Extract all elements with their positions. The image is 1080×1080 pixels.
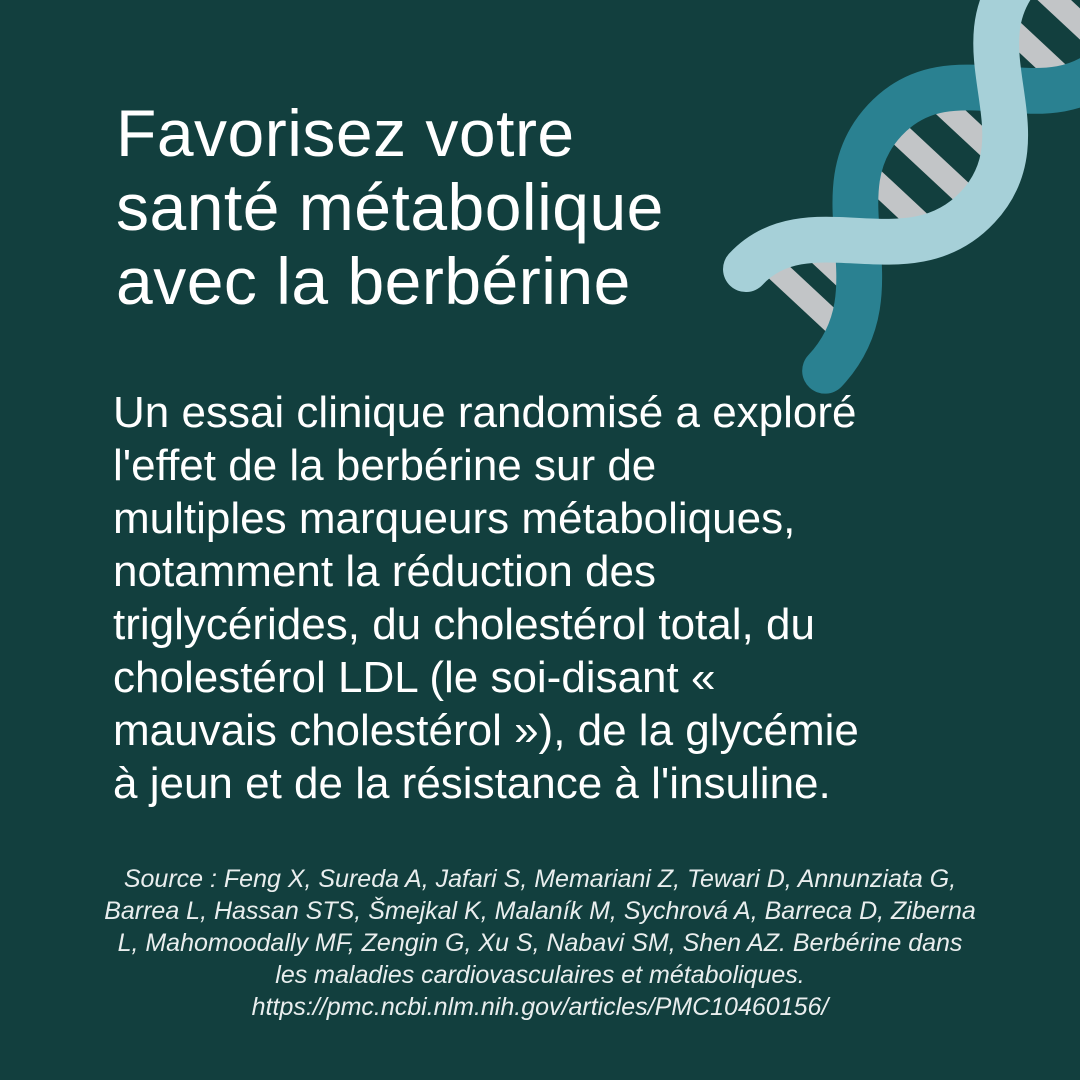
title-line-2: santé métabolique	[116, 170, 664, 244]
body-line: notamment la réduction des	[113, 547, 656, 596]
body-line: l'effet de la berbérine sur de	[113, 441, 657, 490]
source-line: les maladies cardiovasculaires et métaboliques.	[275, 961, 805, 989]
body-line: multiples marqueurs métaboliques,	[113, 494, 796, 543]
source-citation	[0, 863, 1080, 1023]
source-line: L, Mahomoodally MF, Zengin G, Xu S, Nabavi SM, Shen AZ. Berbérine dans	[117, 929, 963, 957]
source-url: https://pmc.ncbi.nlm.nih.gov/articles/PMC10460156/	[251, 993, 829, 1021]
body-line: triglycérides, du cholestérol total, du	[113, 600, 815, 649]
title-line-1: Favorisez votre	[116, 96, 575, 170]
title-line-3: avec la berbérine	[116, 244, 631, 318]
body-line: à jeun et de la résistance à l'insuline.	[113, 759, 831, 808]
body-line: Un essai clinique randomisé a exploré	[113, 388, 857, 437]
dna-helix-svg	[655, 0, 1080, 445]
body-line: cholestérol LDL (le soi-disant «	[113, 653, 716, 702]
source-line: Barrea L, Hassan STS, Šmejkal K, Malaník M, Sychrová A, Barreca D, Ziberna	[104, 897, 976, 925]
page-title	[116, 96, 664, 318]
body-line: mauvais cholestérol »), de la glycémie	[113, 706, 859, 755]
dna-rungs	[762, 0, 1080, 339]
body-text	[113, 386, 859, 810]
dna-helix-icon	[655, 0, 1080, 445]
source-line: Source : Feng X, Sureda A, Jafari S, Memariani Z, Tewari D, Annunziata G,	[123, 865, 957, 893]
